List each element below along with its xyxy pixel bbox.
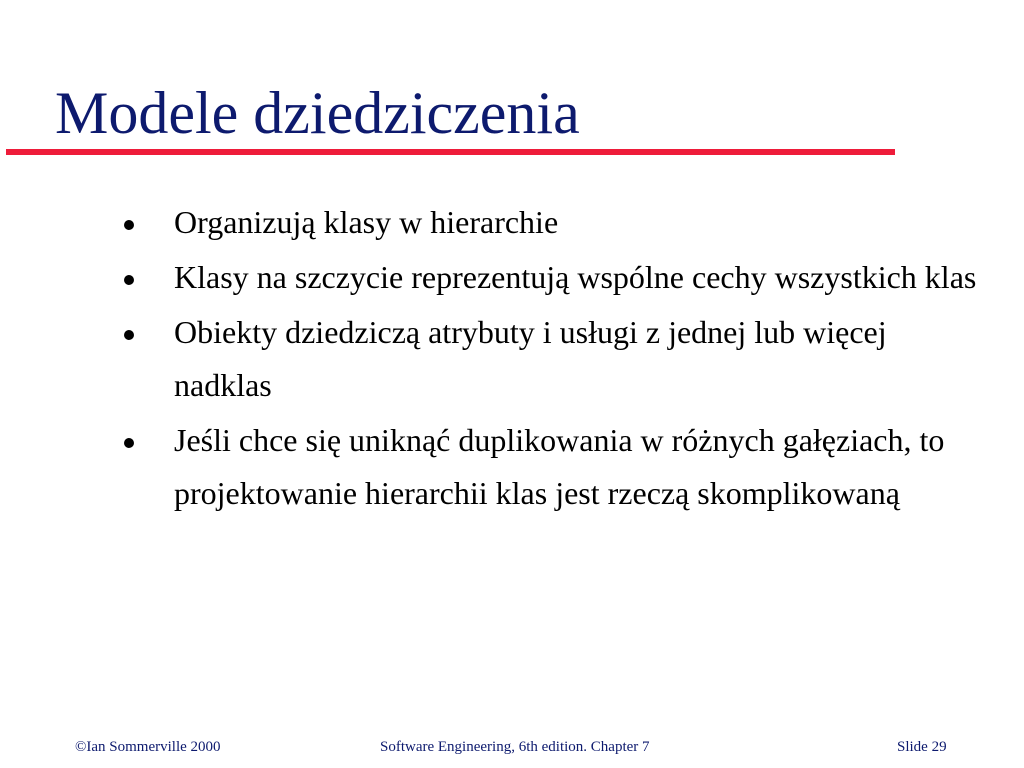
footer-copyright: ©Ian Sommerville 2000 (75, 739, 221, 755)
title-underline (6, 149, 895, 155)
bullet-text: Obiekty dziedziczą atrybuty i usługi z jednej lub więcej nadklas (174, 314, 887, 403)
bullet-dot-icon (124, 220, 134, 230)
bullet-item (118, 251, 978, 304)
slide-title: Modele dziedziczenia (55, 80, 580, 146)
bullet-dot-icon (124, 330, 134, 340)
bullet-dot-icon (124, 438, 134, 448)
bullet-text: Organizują klasy w hierarchie (174, 204, 559, 240)
bullet-item (118, 196, 978, 249)
bullet-item (118, 414, 978, 520)
bullet-item (118, 306, 978, 412)
bullet-dot-icon (124, 275, 134, 285)
bullet-text: Jeśli chce się uniknąć duplikowania w różnych gałęziach, to projektowanie hierarchii klas jest rzeczą skomplikowaną (174, 422, 945, 511)
footer-book-title: Software Engineering, 6th edition. Chapter 7 (380, 739, 650, 755)
bullet-list (118, 196, 978, 522)
bullet-text: Klasy na szczycie reprezentują wspólne cechy wszystkich klas (174, 259, 977, 295)
footer-slide-number: Slide 29 (897, 739, 947, 755)
